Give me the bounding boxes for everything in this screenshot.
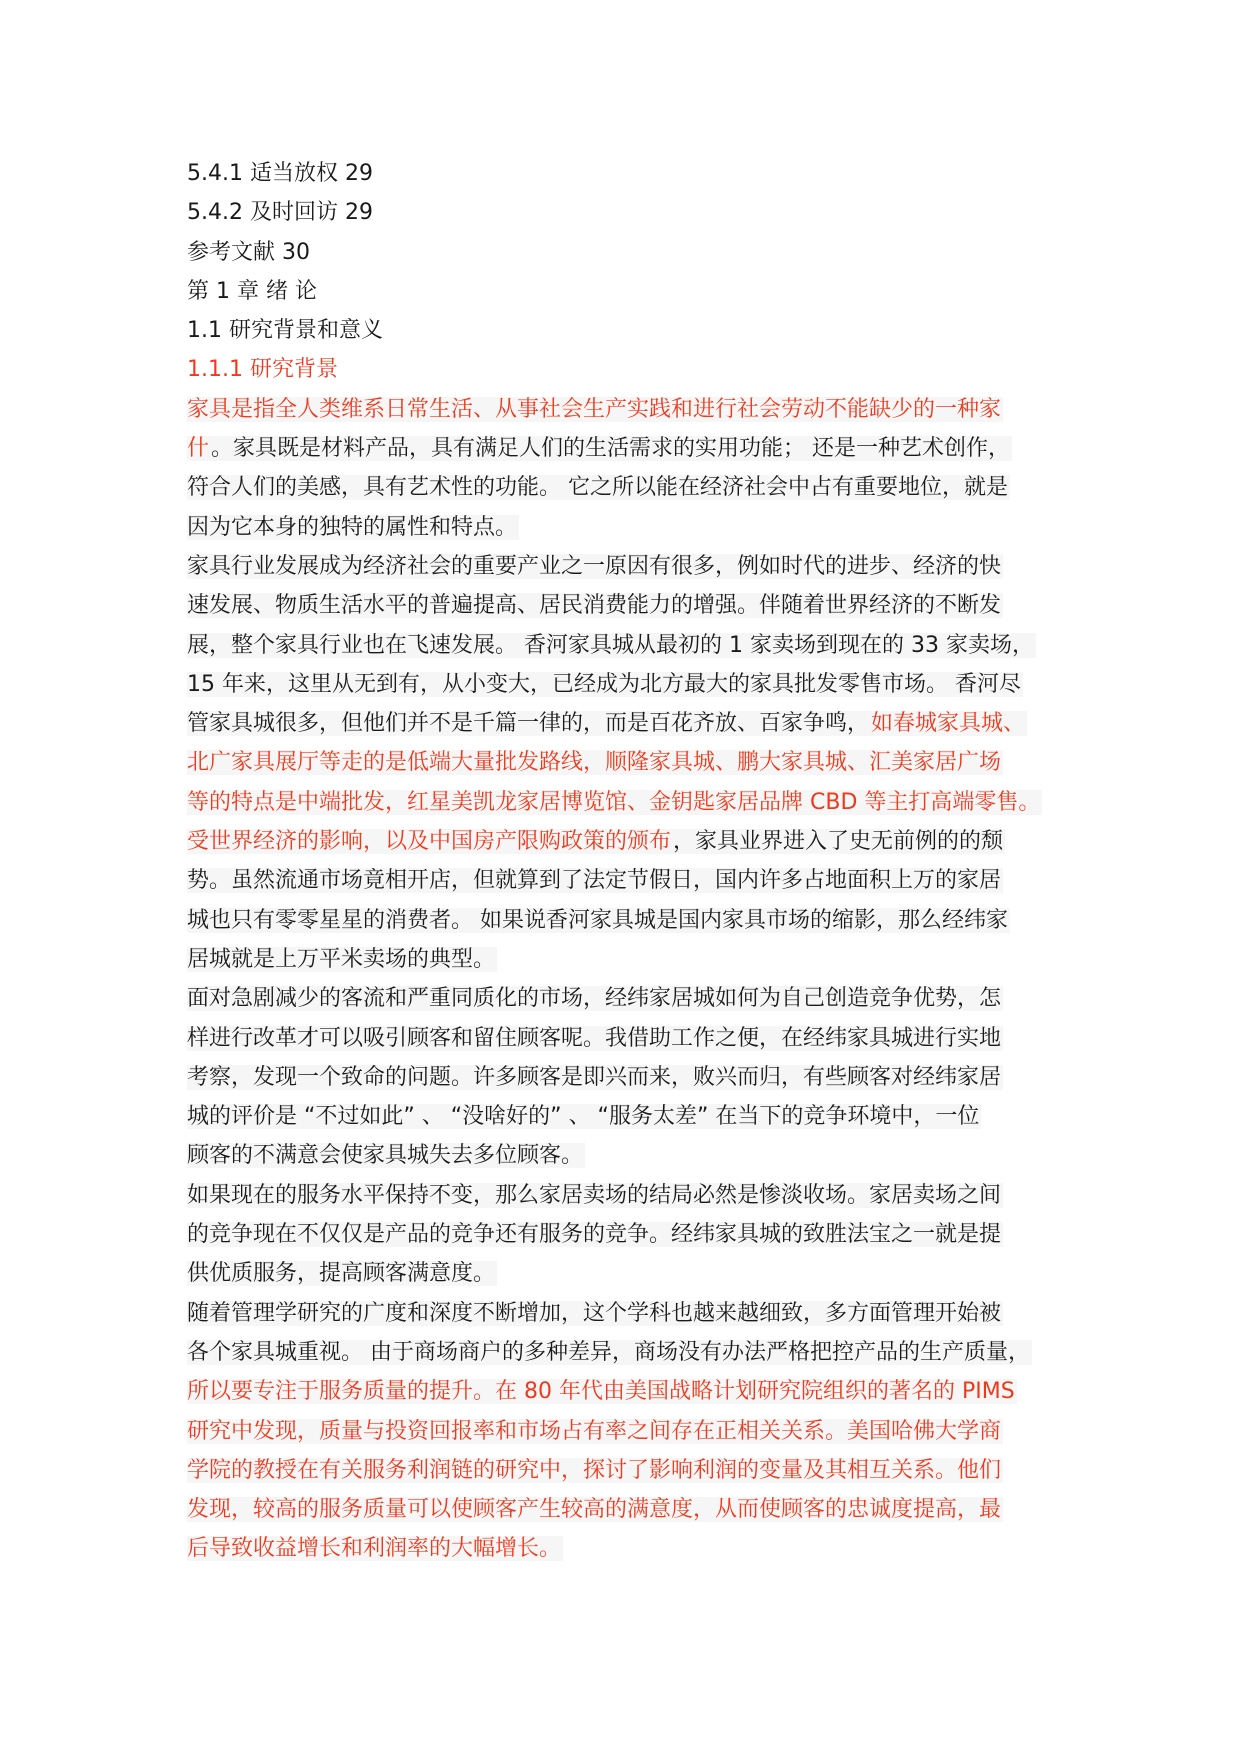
body-text-segment: 如果现在的服务水平保持不变，那么家居卖场的结局必然是惨淡收场。家居卖场之间 [187, 1182, 1002, 1208]
body-text-segment: 城也只有零零星星的消费者。 如果说香河家具城是国内家具市场的缩影，那么经纬家 [187, 907, 1008, 933]
body-text-segment: 居城就是上万平米卖场的典型。 [187, 946, 496, 972]
body-line [187, 940, 1077, 979]
body-line [187, 743, 1077, 782]
body-line [187, 783, 1077, 822]
body-line [187, 1254, 1077, 1293]
body-line [187, 861, 1077, 900]
body-line [187, 468, 1077, 507]
section-title [187, 311, 1077, 350]
highlighted-text: 北广家具展厅等走的是低端大量批发路线，顺隆家具城、鹏大家具城、汇美家居广场 [187, 750, 1002, 776]
body-line [187, 901, 1077, 940]
body-line [187, 1412, 1077, 1451]
highlighted-text: 什 [187, 436, 210, 462]
body-line [187, 665, 1077, 704]
body-line [187, 1372, 1077, 1411]
body-text-segment: 考察，发现一个致命的问题。许多顾客是即兴而来，败兴而归，有些顾客对经纬家居 [187, 1064, 1002, 1090]
body-line [187, 429, 1077, 468]
body-text-segment: 样进行改革才可以吸引顾客和留住顾客呢。我借助工作之便，在经纬家具城进行实地 [187, 1025, 1002, 1051]
body-line [187, 1333, 1077, 1372]
body-line [187, 1058, 1077, 1097]
body-text-segment: 各个家具城重视。 由于商场商户的多种差异，商场没有办法严格把控产品的生产质量， [187, 1339, 1030, 1365]
body-text [187, 390, 1077, 1569]
body-text-segment: 供优质服务，提高顾客满意度。 [187, 1261, 496, 1287]
body-text-segment: 。家具既是材料产品，具有满足人们的生活需求的实用功能； 还是一种艺术创作， [211, 436, 1011, 462]
highlighted-text: 等的特点是中端批发，红星美凯龙家居博览馆、金钥匙家居品牌 CBD 等主打高端零售。 [187, 789, 1041, 815]
highlighted-text: 发现，较高的服务质量可以使顾客产生较高的满意度，从而使顾客的忠诚度提高，最 [187, 1497, 1002, 1523]
body-line [187, 1294, 1077, 1333]
body-text-segment: ，家具业界进入了史无前例的的颓 [673, 829, 1004, 855]
body-text-segment: 展，整个家具行业也在飞速发展。 香河家具城从最初的 1 家卖场到现在的 33 家卖场， [187, 632, 1034, 658]
toc-entry [187, 154, 1077, 193]
body-line [187, 979, 1077, 1018]
body-text-segment: 城的评价是 “不过如此” 、 “没啥好的” 、 “服务太差” 在当下的竞争环境中，一位 [187, 1104, 980, 1130]
toc-entry [187, 233, 1077, 272]
body-line [187, 704, 1077, 743]
body-line [187, 1176, 1077, 1215]
body-line [187, 1019, 1077, 1058]
body-line [187, 1097, 1077, 1136]
highlighted-text: 家具是指全人类维系日常生活、从事社会生产实践和进行社会劳动不能缺少的一种家 [187, 396, 1002, 422]
section-title-text: 1.1 研究背景和意义 [187, 318, 383, 344]
body-line [187, 1451, 1077, 1490]
chapter-title-text: 第 1 章 绪 论 [187, 278, 317, 304]
body-line [187, 508, 1077, 547]
body-line [187, 1490, 1077, 1529]
highlighted-text: 所以要专注于服务质量的提升。在 80 年代由美国战略计划研究院组织的著名的 PIMS [187, 1379, 1015, 1405]
chapter-title [187, 272, 1077, 311]
highlighted-text: 受世界经济的影响，以及中国房产限购政策的颁布 [187, 829, 672, 855]
toc-entry-text: 参考文献 30 [187, 239, 310, 265]
highlighted-text: 后导致收益增长和利润率的大幅增长。 [187, 1536, 562, 1562]
toc-entry [187, 193, 1077, 232]
body-text-segment: 随着管理学研究的广度和深度不断增加，这个学科也越来越细致，多方面管理开始被 [187, 1300, 1002, 1326]
body-text-segment: 家具行业发展成为经济社会的重要产业之一原因有很多，例如时代的进步、经济的快 [187, 553, 1002, 579]
body-text-segment: 顾客的不满意会使家具城失去多位顾客。 [187, 1143, 584, 1169]
body-line [187, 626, 1077, 665]
body-text-segment: 因为它本身的独特的属性和特点。 [187, 514, 518, 540]
highlighted-text: 学院的教授在有关服务利润链的研究中，探讨了影响利润的变量及其相互关系。他们 [187, 1457, 1002, 1483]
body-text-segment: 速发展、物质生活水平的普遍提高、居民消费能力的增强。伴随着世界经济的不断发 [187, 593, 1002, 619]
subsection-title-text: 1.1.1 研究背景 [187, 357, 338, 383]
subsection-title [187, 350, 1077, 389]
body-line [187, 586, 1077, 625]
body-text-segment: 面对急剧减少的客流和严重同质化的市场，经纬家居城如何为自己创造竞争优势，怎 [187, 986, 1002, 1012]
body-line [187, 1215, 1077, 1254]
body-line [187, 822, 1077, 861]
body-text-segment: 符合人们的美感，具有艺术性的功能。 它之所以能在经济社会中占有重要地位，就是 [187, 475, 1008, 501]
body-text-segment: 的竞争现在不仅仅是产品的竞争还有服务的竞争。经纬家具城的致胜法宝之一就是提 [187, 1222, 1002, 1248]
body-line [187, 390, 1077, 429]
highlighted-text: 研究中发现，质量与投资回报率和市场占有率之间存在正相关关系。美国哈佛大学商 [187, 1418, 1002, 1444]
body-text-segment: 势。虽然流通市场竟相开店，但就算到了法定节假日，国内许多占地面积上万的家居 [187, 868, 1002, 894]
toc-entry-text: 5.4.1 适当放权 29 [187, 161, 373, 186]
body-line [187, 547, 1077, 586]
body-line [187, 1529, 1077, 1568]
body-text-segment: 15 年来，这里从无到有，从小变大，已经成为北方最大的家具批发零售市场。 香河尽 [187, 671, 1021, 697]
highlighted-text: 如春城家具城、 [871, 711, 1026, 737]
body-text-segment: 管家具城很多，但他们并不是千篇一律的，而是百花齐放、百家争鸣， [187, 711, 870, 737]
body-line [187, 1136, 1077, 1175]
toc-entry-text: 5.4.2 及时回访 29 [187, 200, 373, 226]
document-page [187, 154, 1077, 1569]
